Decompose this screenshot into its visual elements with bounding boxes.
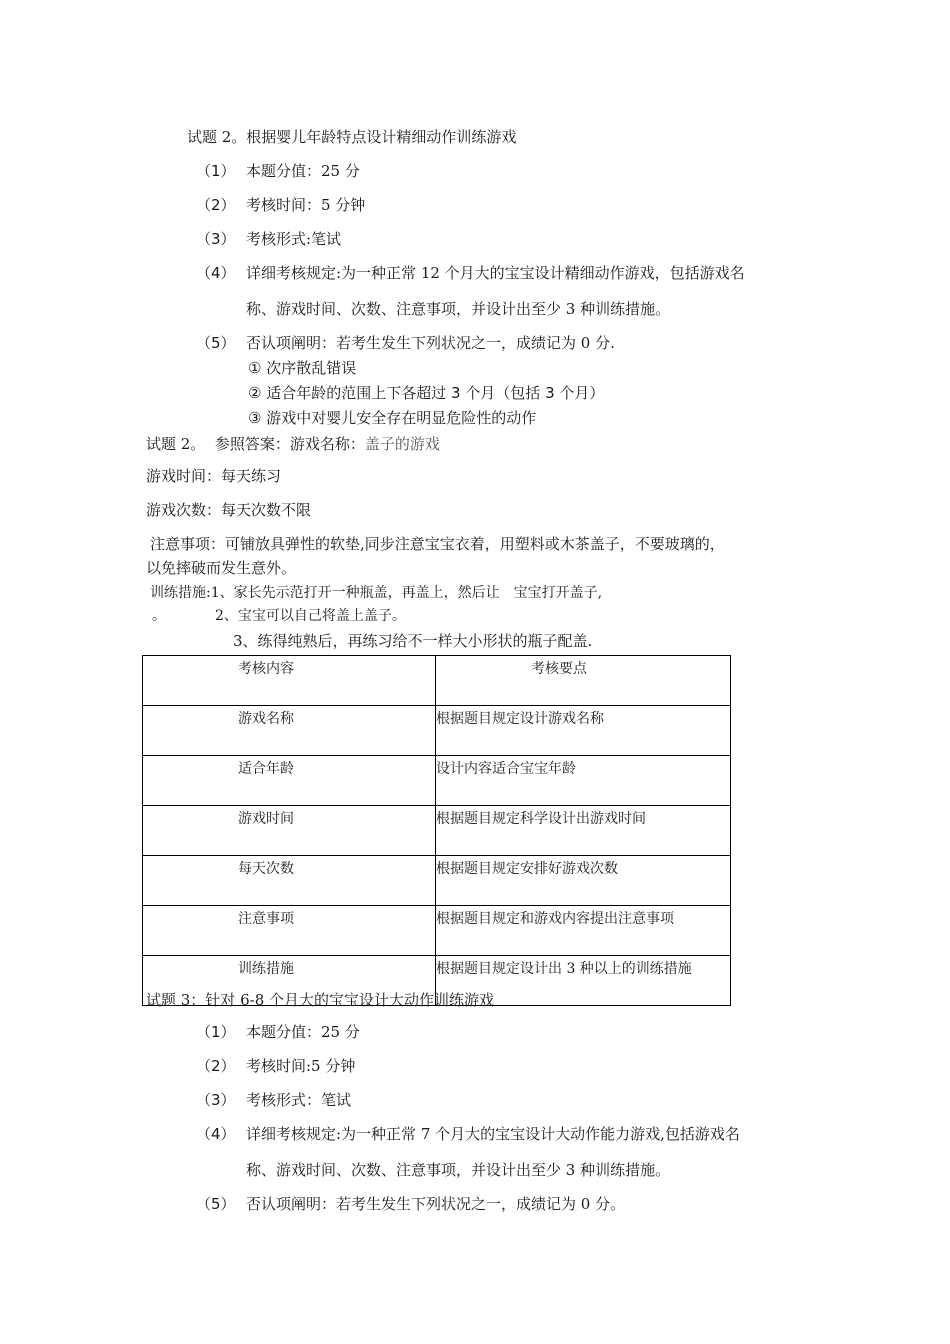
item-number: （2） xyxy=(196,1057,236,1075)
table-row xyxy=(143,806,731,856)
q2-sub-3: ③ 游戏中对婴儿安全存在明显危险性的动作 xyxy=(248,409,537,427)
item-text: 考核时间:5 分钟 xyxy=(246,1057,356,1075)
answer-title-prefix: 试题 2。 xyxy=(146,435,206,453)
q3-item-3 xyxy=(196,1090,351,1110)
item-text: 否认项阐明：若考生发生下列状况之一，成绩记为 0 分。 xyxy=(246,1195,626,1213)
q2-item-2 xyxy=(196,195,365,215)
item-text: 考核形式:笔试 xyxy=(246,230,342,248)
q3-item-4 xyxy=(196,1124,740,1144)
answer-measure-3: 3、练得纯熟后，再练习给不一样大小形状的瓶子配盖. xyxy=(233,632,593,650)
answer-measure-1: 训练措施:1、家长先示范打开一种瓶盖，再盖上，然后让 宝宝打开盖子, xyxy=(150,585,603,601)
answer-game-name: 盖子的游戏 xyxy=(364,435,440,453)
q3-item-5 xyxy=(196,1194,625,1214)
table-row xyxy=(143,756,731,806)
item-number: （5） xyxy=(196,334,236,352)
table-header-content: 考核内容 xyxy=(143,656,436,706)
answer-notes-line-2: 以免摔破而发生意外。 xyxy=(146,559,297,577)
item-number: （1） xyxy=(196,162,236,180)
table-cell-content: 游戏名称 xyxy=(143,706,436,756)
table-cell-content: 训练措施 xyxy=(143,956,436,1006)
item-number: （1） xyxy=(196,1023,236,1041)
table-cell-points: 根据题目规定和游戏内容提出注意事项 xyxy=(436,906,731,956)
q3-item-1 xyxy=(196,1022,360,1042)
table-row xyxy=(143,856,731,906)
q3-title: 试题 3：针对 6-8 个月大的宝宝设计大动作训练游戏 xyxy=(146,991,495,1009)
table-cell-points: 根据题目规定设计游戏名称 xyxy=(436,706,731,756)
answer-title-label: 参照答案：游戏名称： xyxy=(214,435,365,453)
table-cell-points: 根据题目规定安排好游戏次数 xyxy=(436,856,731,906)
item-text: 考核形式：笔试 xyxy=(246,1091,352,1109)
table-cell-content: 注意事项 xyxy=(143,906,436,956)
item-number: （4） xyxy=(196,1125,236,1143)
item-number: （3） xyxy=(196,1091,236,1109)
answer-title xyxy=(146,434,440,454)
item-number: （5） xyxy=(196,1195,236,1213)
item-number: （2） xyxy=(196,196,236,214)
table-cell-content: 每天次数 xyxy=(143,856,436,906)
item-text: 详细考核规定:为一种正常 12 个月大的宝宝设计精细动作游戏，包括游戏名 xyxy=(246,264,745,282)
table-cell-content: 适合年龄 xyxy=(143,756,436,806)
item-text: 本题分值：25 分 xyxy=(246,162,360,180)
q2-sub-1: ① 次序散乱错误 xyxy=(248,359,357,377)
item-number: （4） xyxy=(196,264,236,282)
table-row xyxy=(143,706,731,756)
q2-item-1 xyxy=(196,161,360,181)
answer-notes-line-1: 注意事项：可铺放具弹性的软垫,同步注意宝宝衣着，用塑料或木茶盖子，不要玻璃的， xyxy=(150,535,725,553)
answer-measure-2-dot: 。 xyxy=(152,608,166,624)
table-header-points: 考核要点 xyxy=(436,656,731,706)
table-row xyxy=(143,906,731,956)
q3-item-2 xyxy=(196,1056,355,1076)
item-number: （3） xyxy=(196,230,236,248)
answer-time: 游戏时间：每天练习 xyxy=(146,467,282,485)
q2-sub-2: ② 适合年龄的范围上下各超过 3 个月（包括 3 个月） xyxy=(248,384,605,402)
table-cell-points: 根据题目规定设计出 3 种以上的训练措施 xyxy=(436,956,731,1006)
q2-title: 试题 2。根据婴儿年龄特点设计精细动作训练游戏 xyxy=(187,128,517,146)
answer-measure-2: 2、宝宝可以自己将盖上盖子。 xyxy=(215,608,406,624)
q2-item-3 xyxy=(196,229,341,249)
item-text: 否认项阐明：若考生发生下列状况之一，成绩记为 0 分. xyxy=(246,334,615,352)
answer-count: 游戏次数：每天次数不限 xyxy=(146,501,312,519)
item-text: 详细考核规定:为一种正常 7 个月大的宝宝设计大动作能力游戏,包括游戏名 xyxy=(246,1125,740,1143)
q2-item-4 xyxy=(196,263,745,283)
item-text: 本题分值：25 分 xyxy=(246,1023,360,1041)
table-cell-points: 根据题目规定科学设计出游戏时间 xyxy=(436,806,731,856)
table-header-row xyxy=(143,656,731,706)
table-cell-points: 设计内容适合宝宝年龄 xyxy=(436,756,731,806)
item-text: 考核时间：5 分钟 xyxy=(246,196,366,214)
q2-item-4-cont: 称、游戏时间、次数、注意事项，并设计出至少 3 种训练措施。 xyxy=(246,300,671,318)
assessment-table xyxy=(142,655,731,1006)
q3-item-4-cont: 称、游戏时间、次数、注意事项，并设计出至少 3 种训练措施。 xyxy=(246,1161,671,1179)
table-cell-content: 游戏时间 xyxy=(143,806,436,856)
q2-item-5 xyxy=(196,333,615,353)
